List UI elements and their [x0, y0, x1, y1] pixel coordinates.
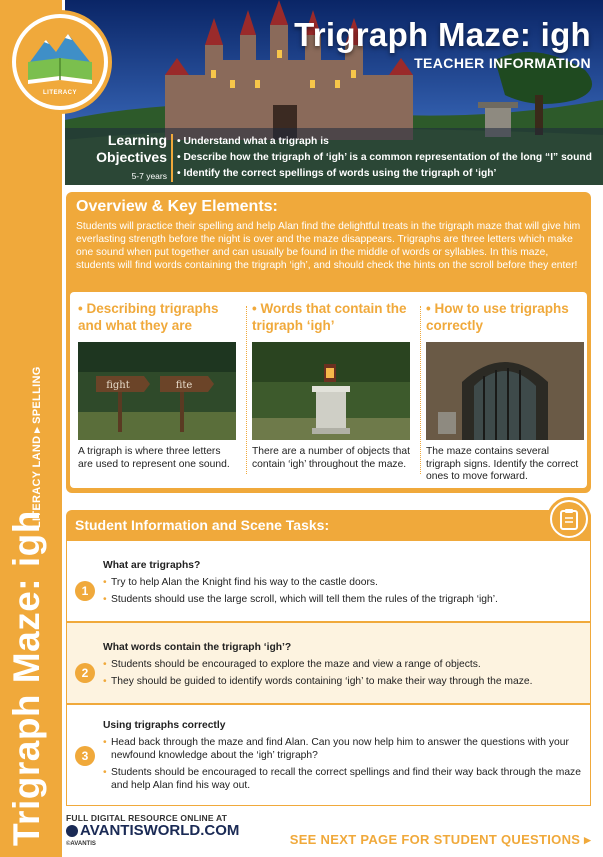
task-3 — [66, 704, 591, 806]
clipboard-badge — [547, 497, 591, 541]
page-title: Trigraph Maze: igh — [294, 16, 591, 53]
archway-image — [426, 342, 584, 440]
triangle-right-icon: ▸ — [31, 426, 43, 433]
card-divider — [246, 306, 247, 474]
task-2 — [66, 622, 591, 704]
overview-cards — [70, 292, 587, 488]
objective-item: • Identify the correct spellings of words using the trigraph of ‘igh’ — [177, 168, 497, 179]
task-bullet: • Students should be encouraged to recall the correct spellings and find their way back through the maze and help Alan find his way out. — [103, 766, 583, 792]
student-heading: Student Information and Scene Tasks: — [75, 517, 330, 533]
task-title: What words contain the trigraph ‘igh’? — [103, 642, 292, 653]
overview-panel — [66, 192, 591, 493]
student-header — [66, 510, 591, 540]
literacy-logo — [8, 10, 112, 114]
card-heading: • How to use trigraphs correctly — [426, 301, 569, 333]
logo-label: LITERACY — [43, 90, 77, 96]
lantern-image — [252, 342, 410, 440]
task-number: 2 — [75, 663, 95, 683]
task-bullets — [103, 658, 583, 692]
side-land: LITERACY LAND — [31, 435, 43, 528]
side-subtitle — [30, 366, 43, 528]
card-describing-trigraphs — [78, 300, 238, 482]
student-information — [66, 510, 591, 810]
signposts-image — [78, 342, 236, 440]
objectives-list — [171, 134, 592, 182]
task-bullet: • Students should use the large scroll, which will tell them the rules of the trigraph ‘igh’. — [103, 593, 583, 606]
task-bullet: • Students should be encouraged to explore the maze and view a range of objects. — [103, 658, 583, 671]
avantis-globe-icon — [66, 825, 78, 837]
objectives-title: Learning Objectives — [96, 132, 167, 165]
task-title: Using trigraphs correctly — [103, 720, 226, 731]
objectives-label — [65, 132, 167, 184]
side-topic: SPELLING — [31, 366, 43, 424]
next-page-link[interactable]: SEE NEXT PAGE FOR STUDENT QUESTIONS ▸ — [289, 832, 591, 847]
objectives-ages: 5-7 years — [131, 171, 167, 181]
card-heading: • Words that contain the trigraph ‘igh’ — [252, 301, 407, 333]
task-number: 1 — [75, 581, 95, 601]
clipboard-icon — [560, 508, 578, 530]
objective-item: • Understand what a trigraph is — [177, 136, 329, 147]
card-text: The maze contains several trigraph signs. Identify the correct ones to move forward. — [426, 446, 579, 482]
card-use-trigraphs — [426, 300, 586, 482]
task-bullets — [103, 736, 583, 796]
objective-item: • Describe how the trigraph of ‘igh’ is a common representation of the long “I” sound — [177, 152, 592, 163]
task-title: What are trigraphs? — [103, 560, 201, 571]
footer-copyright: ©AVANTIS — [66, 841, 96, 847]
side-title: Trigraph Maze: igh — [6, 510, 47, 846]
sign-right-label: fite — [175, 380, 193, 391]
task-bullets — [103, 576, 583, 610]
card-divider — [420, 306, 421, 474]
overview-heading: Overview & Key Elements: — [76, 198, 278, 215]
card-heading: • Describing trigraphs and what they are — [78, 301, 219, 333]
task-bullet: • Try to help Alan the Knight find his way to the castle doors. — [103, 576, 583, 589]
overview-text: Students will practice their spelling and help Alan find the delightful treats in the trigraph maze that will give him everlasting strength before the night is over and the maze disappears. Trigraphs are three letters which make one sound when put together and can usually be found in the middle of words or syllables. In this maze, students will find words containing the trigraph ‘igh’, and should check the hints on the scroll before they enter! — [76, 221, 581, 271]
footer-site-link[interactable]: AVANTISWORLD.COM — [80, 822, 240, 839]
sign-left-label: fight — [106, 380, 130, 391]
task-number: 3 — [75, 746, 95, 766]
card-text: There are a number of objects that contain ‘igh’ throughout the maze. — [252, 446, 410, 470]
task-bullet: • Head back through the maze and find Alan. Can you now help him to answer the questions with your newfound knowledge about the ‘igh’ trigraph? — [103, 736, 583, 762]
card-text: A trigraph is where three letters are used to represent one sound. — [78, 446, 230, 470]
page-subtitle: TEACHER INFORMATION — [414, 55, 591, 71]
learning-objectives — [65, 128, 603, 185]
footer-online-label: FULL DIGITAL RESOURCE ONLINE AT — [66, 813, 228, 823]
task-bullet: • They should be guided to identify words containing ‘igh’ to make their way through the maze. — [103, 675, 583, 688]
card-words-igh — [252, 300, 412, 482]
task-1 — [66, 540, 591, 622]
